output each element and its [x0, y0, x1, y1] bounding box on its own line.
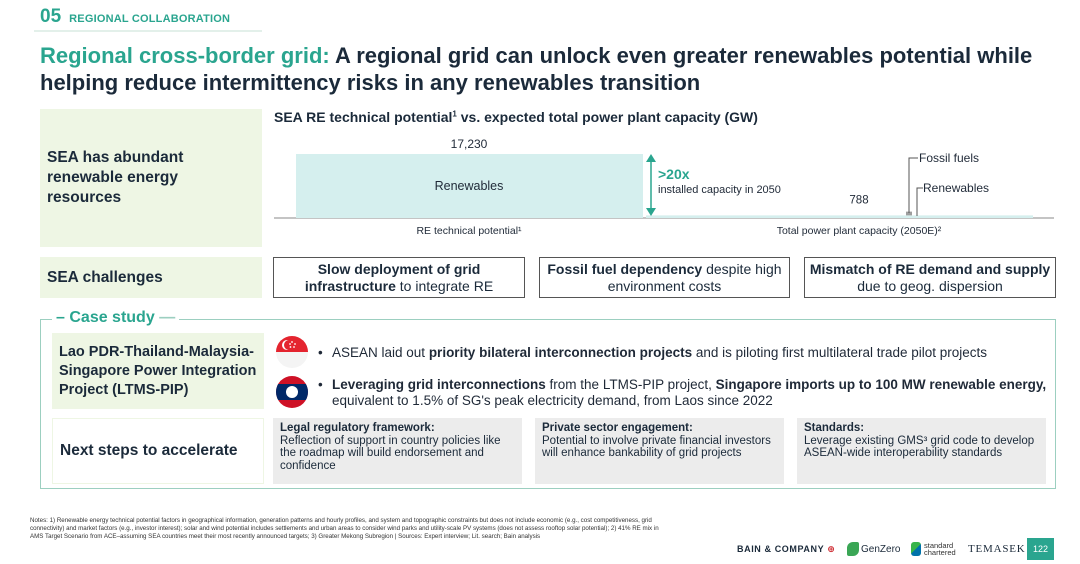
bain-logo-text: BAIN & COMPANY [737, 544, 825, 554]
challenge-1-bold: Slow deployment of grid infrastructure [304, 260, 481, 294]
case-study-title-text: Case study [69, 309, 155, 326]
row-label-project-text: Lao PDR-Thailand-Malaysia-Singapore Power Integration Project (LTMS-PIP) [59, 343, 257, 398]
standard-chartered-mark-icon [911, 542, 921, 556]
challenge-2-rest: despite high environment costs [607, 260, 782, 294]
row-label-next-steps-text: Next steps to accelerate [60, 442, 238, 459]
laos-flag-icon [276, 376, 308, 408]
challenge-3-bold: Mismatch of RE demand and supply [809, 260, 1051, 277]
row-label-challenges [40, 257, 262, 298]
bar-re-technical-potential-segment-label: Renewables [434, 179, 504, 193]
x-label-total-capacity: Total power plant capacity (2050E)² [776, 225, 942, 237]
genzero-logo-text: GenZero [861, 543, 901, 555]
step-legal-head: Legal regulatory framework: [280, 422, 435, 434]
section-number: 05 [40, 6, 62, 27]
challenge-box-2 [539, 257, 790, 298]
bullet-ltms-bold1: Leveraging grid interconnections [332, 377, 546, 392]
bullet-asean: • ASEAN laid out priority bilateral interconnection projects and is piloting first multilateral trade pilot projects [318, 345, 988, 360]
step-legal [273, 418, 522, 484]
footnotes: Notes: 1) Renewable energy technical potential factors in geographical information, generation patterns and hourly profiles, and system and topographic constraints but does not include economic (e.g., cost competitiveness, grid connectivity) and market factors (e.g., investor interest); solar and wind potential includes settlements and urban areas to consider wind parks and utility-scale PV systems (does not assess rooftop solar potential); 2) 41% RE mix in AMS Target Scenario from ACE–assuming SEA countries meet their most recently announced targets; 3) Greater Mekong Subregion | Sources: Expert interview; Lit. search; Bain analysis [30, 517, 659, 540]
step-private-sector-head: Private sector engagement: [542, 422, 693, 434]
bullet-asean-post: and is piloting first multilateral trade pilot projects [692, 345, 988, 360]
page-title [40, 42, 1050, 96]
bullet-asean-bold: priority bilateral interconnection projects [428, 345, 693, 360]
challenge-box-3 [804, 257, 1056, 298]
page-title-main: A regional grid can unlock even greater renewables potential while helping reduce intermittency risks in any renewables transition [40, 43, 1033, 95]
row-label-next-steps [52, 418, 264, 484]
case-study-title: – Case study — [52, 309, 179, 327]
bain-logo [737, 540, 835, 558]
legend-fossil-fuels: Fossil fuels [919, 151, 980, 165]
multiplier-text: installed capacity in 2050 [658, 184, 781, 196]
section-header [40, 6, 230, 28]
genzero-leaf-icon [847, 542, 859, 556]
chart-title-tail: vs. expected total power plant capacity (GW) [456, 109, 758, 125]
legend-renewables: Renewables [923, 181, 990, 195]
step-standards-body: Leverage existing GMS³ grid code to develop ASEAN-wide interoperability standards [804, 434, 1035, 459]
challenge-2-bold: Fossil fuel dependency [547, 260, 703, 277]
bain-circle-icon: ⊕ [827, 543, 836, 554]
sc-line1: standard [924, 541, 954, 550]
row-label-resources-text: SEA has abundant renewable energy resources [47, 149, 184, 206]
row-label-resources [40, 109, 262, 247]
section-underline [34, 30, 262, 32]
step-private-sector [535, 418, 784, 484]
bullet-ltms: • Leveraging grid interconnections from the LTMS-PIP project, Singapore imports up to 100 MW renewable energy, equivalent to 1.5% of SG's peak electricity demand, from Laos since 2022 [318, 377, 1047, 408]
temasek-logo: TEMASEK [968, 543, 1026, 555]
standard-chartered-logo [911, 540, 956, 558]
bullet-ltms-mid: from the LTMS-PIP project, [545, 377, 716, 392]
bar-total-capacity-renewables [646, 215, 1033, 218]
bullet-ltms-bold2: Singapore imports up to 100 MW renewable energy, [715, 377, 1047, 392]
step-legal-body: Reflection of support in country policies like the roadmap will build endorsement and confidence [280, 434, 501, 472]
challenge-box-1 [273, 257, 525, 298]
multiplier-value: >20x [658, 166, 690, 182]
bar-total-capacity-value: 788 [849, 194, 869, 207]
bar-re-technical-potential-value: 17,230 [450, 137, 488, 151]
bullet-asean-pre: ASEAN laid out [332, 345, 429, 360]
sc-line2: chartered [924, 548, 956, 557]
bullet-ltms-post: equivalent to 1.5% of SG's peak electricity demand, from Laos since 2022 [332, 393, 773, 408]
section-label: REGIONAL COLLABORATION [69, 13, 231, 25]
row-label-challenges-text: SEA challenges [47, 268, 163, 286]
page-number: 122 [1027, 538, 1054, 560]
multiplier-arrow-head-up [646, 154, 656, 162]
chart-title-main: SEA RE technical potential [274, 109, 453, 125]
chart-title-superscript: 1 [452, 109, 457, 119]
page-title-accent: Regional cross-border grid: [40, 43, 330, 68]
step-standards [797, 418, 1046, 484]
chart-title [274, 109, 758, 125]
multiplier-arrow-head-down [646, 208, 656, 216]
singapore-flag-icon [276, 336, 308, 368]
challenge-1-rest: to integrate RE [395, 277, 494, 294]
x-label-re-technical-potential: RE technical potential¹ [416, 225, 522, 237]
genzero-logo [847, 540, 900, 558]
capacity-chart [268, 136, 1058, 240]
step-private-sector-body: Potential to involve private financial investors will enhance bankability of grid projects [542, 434, 771, 459]
step-standards-head: Standards: [804, 422, 865, 434]
challenge-3-rest: due to geog. dispersion [857, 277, 1003, 294]
